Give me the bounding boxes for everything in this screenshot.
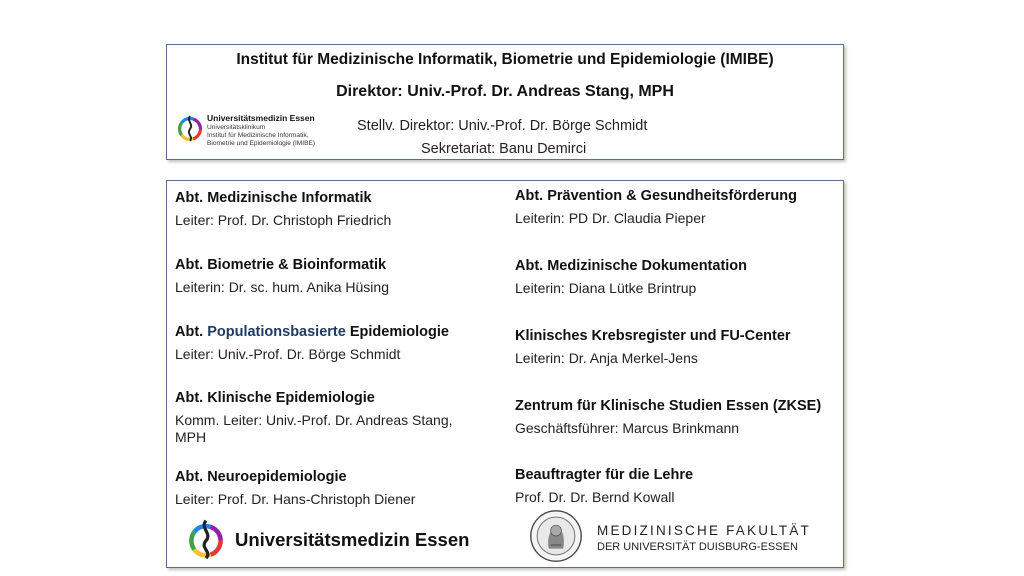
- dept-entry: [175, 389, 495, 446]
- institute-title: Institut für Medizinische Informatik, Biometrie und Epidemiologie (IMIBE): [236, 51, 774, 68]
- dept-lead: Komm. Leiter: Univ.-Prof. Dr. Andreas Stang, MPH: [175, 412, 453, 445]
- dept-name: Beauftragter für die Lehre: [515, 467, 694, 483]
- dept-entry: [515, 466, 835, 506]
- dept-name: Klinisches Krebsregister und FU-Center: [515, 328, 791, 344]
- dept-entry: [175, 256, 495, 296]
- dept-lead: Leiter: Univ.-Prof. Dr. Börge Schmidt: [175, 346, 401, 362]
- director-line: Direktor: Univ.-Prof. Dr. Andreas Stang, MPH: [336, 83, 674, 100]
- dept-name: Abt. Biometrie & Bioinformatik: [175, 257, 387, 273]
- dept-name: Abt. Medizinische Informatik: [175, 190, 372, 206]
- dept-name: Abt. Prävention & Gesundheitsförderung: [515, 188, 797, 204]
- faculty-seal-icon: [529, 509, 583, 563]
- dept-lead: Leiterin: PD Dr. Claudia Pieper: [515, 210, 706, 226]
- dept-lead: Leiter: Prof. Dr. Christoph Friedrich: [175, 212, 392, 228]
- small-logo-name: Universitätsmedizin Essen: [207, 113, 315, 123]
- dept-name: Abt. Medizinische Dokumentation: [515, 258, 748, 274]
- faculty-name-line1: MEDIZINISCHE FAKULTÄT: [597, 523, 811, 538]
- dept-entry: [515, 187, 835, 227]
- faculty-name-line2: DER UNIVERSITÄT DUISBURG-ESSEN: [597, 541, 798, 553]
- dept-lead: Leiterin: Dr. Anja Merkel-Jens: [515, 350, 698, 366]
- dept-lead: Geschäftsführer: Marcus Brinkmann: [515, 420, 740, 436]
- dept-name-highlight: Populationsbasierte: [207, 324, 346, 340]
- small-logo-subtitle: Universitätsklinikum Institut für Medizinische Informatik, Biometrie und Epidemiologie (IMIBE): [207, 124, 316, 147]
- institute-header-box: [166, 44, 844, 160]
- ume-small-logo: [177, 109, 337, 155]
- secretariat: Sekretariat: Banu Demirci: [421, 141, 587, 157]
- dept-name-prefix: Abt.: [175, 324, 208, 340]
- departments-box: [166, 180, 844, 568]
- dept-name: Zentrum für Klinische Studien Essen (ZKSE): [515, 398, 822, 414]
- ume-logo-text: Universitätsmedizin Essen: [235, 529, 470, 550]
- dept-lead: Prof. Dr. Dr. Bernd Kowall: [515, 489, 675, 505]
- dept-lead: Leiter: Prof. Dr. Hans-Christoph Diener: [175, 491, 416, 507]
- dept-name: Abt. Neuroepidemiologie: [175, 469, 347, 485]
- dept-entry: [175, 468, 495, 508]
- dept-entry: [175, 189, 495, 229]
- deputy-director: Stellv. Direktor: Univ.-Prof. Dr. Börge Schmidt: [357, 118, 648, 134]
- dept-name: Abt. Klinische Epidemiologie: [175, 390, 375, 406]
- dept-name: [175, 323, 495, 342]
- dept-entry: [515, 327, 835, 367]
- dept-entry: [515, 257, 835, 297]
- dept-entry: [175, 323, 495, 363]
- ume-logo-icon: [187, 517, 225, 559]
- dept-entry: [515, 397, 835, 437]
- faculty-logo: [529, 509, 829, 563]
- ume-logo-icon: [177, 112, 203, 142]
- ume-logo: [187, 517, 487, 561]
- dept-lead: Leiterin: Diana Lütke Brintrup: [515, 280, 697, 296]
- dept-lead: Leiterin: Dr. sc. hum. Anika Hüsing: [175, 279, 389, 295]
- dept-name-suffix: Epidemiologie: [345, 324, 449, 340]
